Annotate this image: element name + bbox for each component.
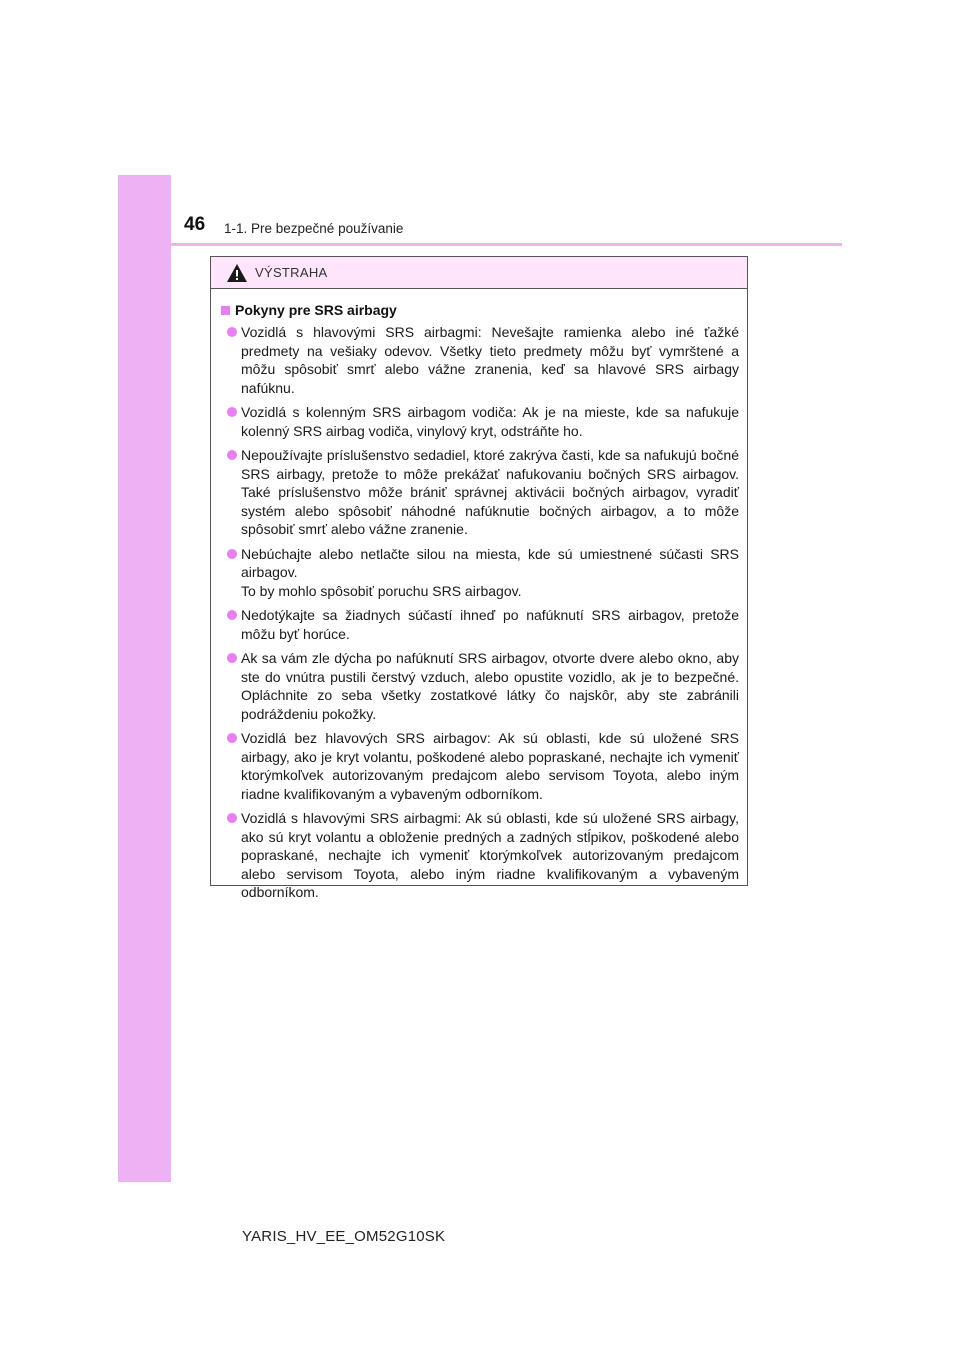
round-bullet-icon xyxy=(227,733,237,743)
round-bullet-icon xyxy=(227,450,237,460)
section-title: 1-1. Pre bezpečné používanie xyxy=(224,221,404,236)
round-bullet-icon xyxy=(227,653,237,663)
bullet-text: Vozidlá bez hlavových SRS airbagov: Ak sú oblasti, kde sú uložené SRS airbagy, ako je kryt volantu, poškodené alebo popraskané, nechajte ich vymeniť ktorýmkoľvek autorizovaným predajcom alebo servisom Toyota, alebo iným riadne kvalifikovaným a vybaveným odborníkom. xyxy=(241,730,739,802)
warning-header xyxy=(211,257,747,289)
list-item xyxy=(221,446,739,539)
bullet-text: Vozidlá s hlavovými SRS airbagmi: Ak sú oblasti, kde sú uložené SRS airbagy, ako sú kryt volantu a obloženie predných a zadných stĺpikov, poškodené alebo popraskané, nechajte ich vymeniť ktorýmkoľvek autorizovaným predajcom alebo servisom Toyota, alebo iným riadne kvalifikovaným a vybaveným odborníkom. xyxy=(241,810,739,900)
list-item xyxy=(221,809,739,902)
round-bullet-icon xyxy=(227,407,237,417)
list-item xyxy=(221,323,739,397)
bullet-text: Nepoužívajte príslušenstvo sedadiel, ktoré zakrýva časti, kde sa nafukujú bočné SRS airbagy, pretože to môže prekážať nafukovaniu bočných SRS airbagov. Také príslušenstvo môže brániť správnej aktivácii bočných airbagov, vyradiť systém alebo spôsobiť náhodné nafúknutie bočných airbagov, a to môže spôsobiť smrť alebo vážne zranenie. xyxy=(241,447,739,537)
warning-subheading-text: Pokyny pre SRS airbagy xyxy=(235,302,397,318)
bullet-text: Vozidlá s hlavovými SRS airbagmi: Nevešajte ramienka alebo iné ťažké predmety na vešiaky odevov. Všetky tieto predmety môžu byť vymrštené a môžu spôsobiť smrť alebo vážne zranenia, keď sa hlavové SRS airbagy nafúknu. xyxy=(241,324,739,396)
bullet-text: Vozidlá s kolenným SRS airbagom vodiča: Ak je na mieste, kde sa nafukuje kolenný SRS airbag vodiča, vinylový kryt, odstráňte ho. xyxy=(241,404,739,439)
list-item xyxy=(221,606,739,643)
list-item xyxy=(221,403,739,440)
warning-triangle-icon xyxy=(226,263,248,283)
list-item xyxy=(221,649,739,723)
warning-body xyxy=(211,289,747,902)
list-item xyxy=(221,545,739,601)
round-bullet-icon xyxy=(227,549,237,559)
warning-subheading xyxy=(221,302,739,318)
warning-bullet-list xyxy=(221,323,739,902)
header-rule xyxy=(118,243,842,246)
list-item xyxy=(221,729,739,803)
document-code: YARIS_HV_EE_OM52G10SK xyxy=(242,1228,446,1245)
bullet-text: Nedotýkajte sa žiadnych súčastí ihneď po nafúknutí SRS airbagov, pretože môžu byť horúce. xyxy=(241,607,739,642)
round-bullet-icon xyxy=(227,610,237,620)
round-bullet-icon xyxy=(227,327,237,337)
page-number: 46 xyxy=(184,214,206,235)
round-bullet-icon xyxy=(227,813,237,823)
warning-title: VÝSTRAHA xyxy=(255,265,328,280)
warning-box xyxy=(210,256,748,900)
square-bullet-icon xyxy=(221,306,230,315)
bullet-text: Ak sa vám zle dýcha po nafúknutí SRS airbagov, otvorte dvere alebo okno, aby ste do vnútra pustili čerstvý vzduch, alebo opustite vozidlo, ak je to bezpečné. Opláchnite zo seba všetky zostatkové látky čo najskôr, aby ste zabránili podráždeniu pokožky. xyxy=(241,650,739,722)
bullet-text: Nebúchajte alebo netlačte silou na miesta, kde sú umiestnené súčasti SRS airbagov. To by mohlo spôsobiť poruchu SRS airbagov. xyxy=(241,545,739,599)
side-color-band xyxy=(118,175,171,1182)
